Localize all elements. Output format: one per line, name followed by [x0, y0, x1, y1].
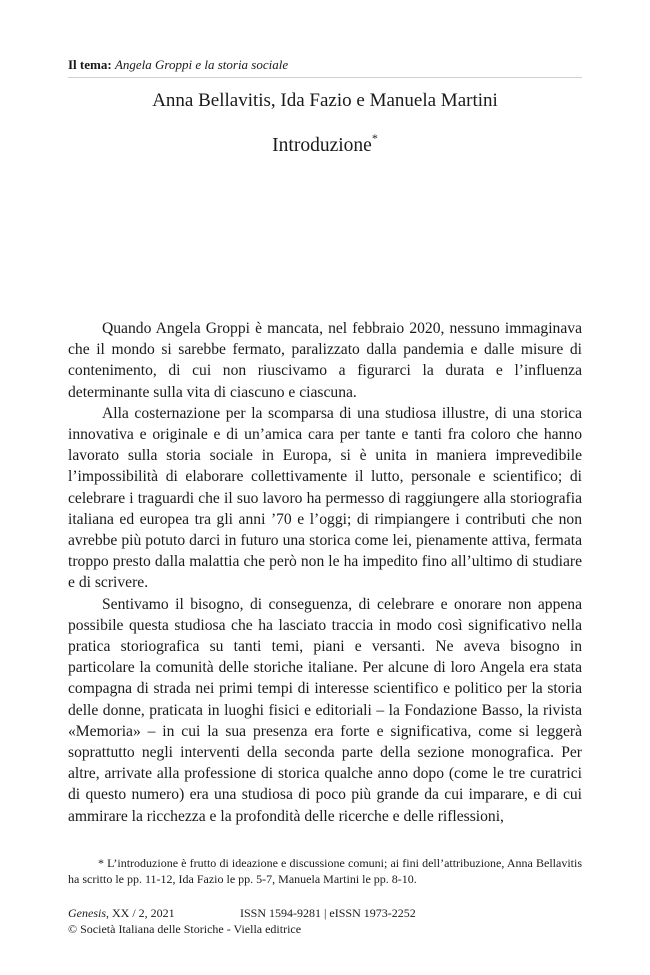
article-title-block: [68, 130, 582, 159]
issn: ISSN 1594-9281 | eISSN 1973-2252: [240, 906, 416, 920]
running-header: [68, 57, 582, 73]
article-body: [68, 318, 582, 827]
article-title: Introduzione: [272, 135, 372, 156]
footnote-marker: *: [371, 130, 378, 145]
paragraph: Sentivamo il bisogno, di conseguenza, di celebrare e onorare non appena possibile questa studiosa che ha lasciato traccia in modo così significativo nella pratica storiografica su tanti temi, piani e versanti. Ne aveva bisogno in particolare la comunità delle storiche italiane. Per alcune di loro Angela era stata compagna di strada nei primi tempi di interesse scientifico e politico per la storia delle donne, praticata in luoghi fisici e editoriali – la Fondazione Basso, la rivista «Memoria» – in cui la sua presenza era forte e significativa, come si leggerà soprattutto negli interventi della seconda parte della sezione monografica. Per altre, arrivate alla professione di storica qualche anno dopo (come le tre curatrici di questo numero) era una studiosa di poco più grande da cui imparare, e di cui ammirare la ricchezza e la profondità delle ricerche e delle riflessioni,: [68, 595, 582, 825]
journal-citation: [68, 905, 240, 921]
footnote: [68, 855, 582, 887]
paragraph: Quando Angela Groppi è mancata, nel febbraio 2020, nessuno immaginava che il mondo si sarebbe fermato, paralizzato dalla pandemia e dalle misure di contenimento, di cui non riuscivamo a figurarci la durata e l’influenza determinante sulla vita di ciascuno e ciascuna.: [68, 320, 582, 401]
journal-issue: , XX / 2, 2021: [106, 906, 175, 920]
footer-citation-row: [68, 905, 582, 921]
copyright: © Società Italiana delle Storiche - Viella editrice: [68, 922, 302, 936]
footnote-text: * L’introduzione è frutto di ideazione e discussione comuni; ai fini dell’attribuzione, Anna Bellavitis ha scritto le pp. 11-12, Ida Fazio le pp. 5-7, Manuela Martini le pp. 8-10.: [68, 856, 582, 886]
paragraph: Alla costernazione per la scomparsa di una studiosa illustre, di una storica innovativa e originale e di un’amica cara per tante e tanti fra coloro che hanno lavorato sulla storia sociale in Europa, si è unita in maniera imprevedibile l’impossibilità di elaborare collettivamente il lutto, personale e scientifico; di celebrare i traguardi che il suo lavoro ha permesso di raggiungere alla storiografia italiana ed europea tra gli anni ’70 e l’oggi; di rimpiangere i contributi che non avrebbe più potuto darci in futuro una storica come lei, pienamente attiva, fermata troppo presto dalla malattia che però non le ha impedito fino all’ultimo di studiare e di scrivere.: [68, 404, 582, 592]
page-footer: [68, 905, 582, 937]
article-authors: Anna Bellavitis, Ida Fazio e Manuela Martini: [152, 90, 498, 111]
journal-name: Genesis: [68, 906, 106, 920]
section-label: Il tema:: [68, 57, 112, 72]
section-topic: Angela Groppi e la storia sociale: [114, 57, 289, 72]
header-divider: [68, 77, 582, 78]
